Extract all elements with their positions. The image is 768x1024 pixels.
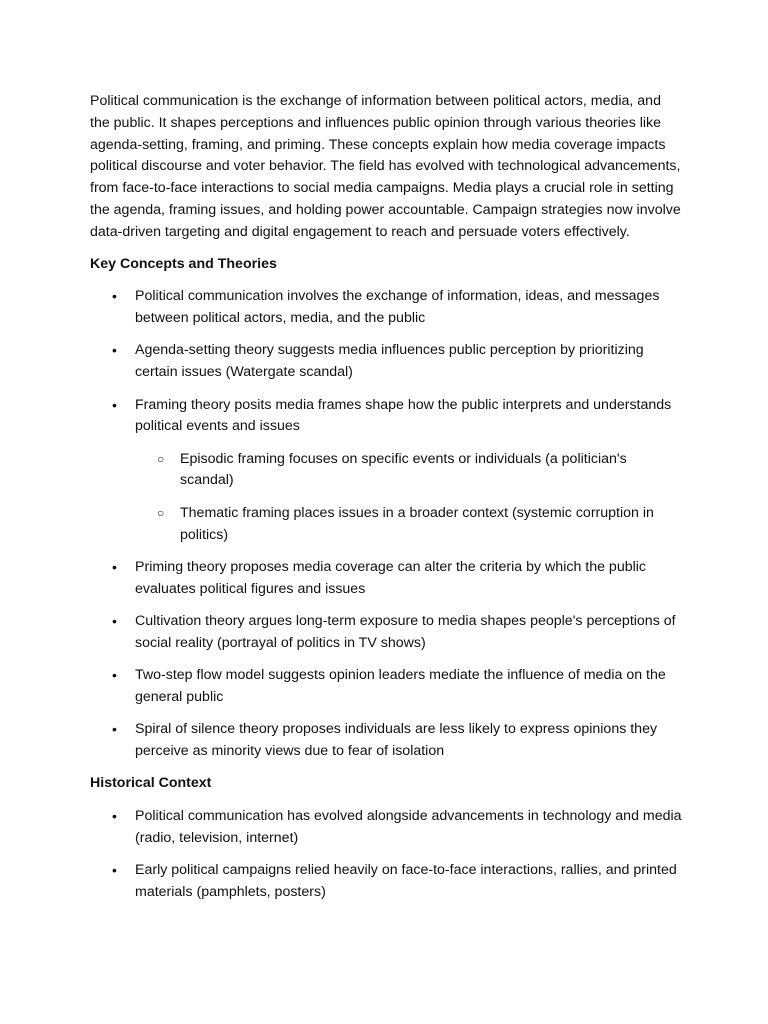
bullet-icon: •	[112, 862, 117, 879]
section-heading-key-concepts: Key Concepts and Theories	[90, 255, 277, 272]
bullet-icon: •	[112, 667, 117, 684]
sub-list-item-text: Episodic framing focuses on specific events or individuals (a politician's scandal)	[180, 450, 627, 489]
list-item	[90, 719, 682, 763]
list-item-text: Cultivation theory argues long-term exposure to media shapes people's perceptions of social reality (portrayal of politics in TV shows)	[135, 612, 676, 651]
bullet-icon: •	[112, 612, 117, 629]
list-item	[90, 557, 682, 601]
bullet-icon: •	[112, 558, 117, 575]
list-item	[90, 611, 682, 655]
bullet-icon: •	[112, 288, 117, 305]
list-item-text: Framing theory posits media frames shape how the public interprets and understands political events and issues	[135, 396, 672, 435]
list-item-text: Early political campaigns relied heavily on face-to-face interactions, rallies, and printed materials (pamphlets, posters)	[135, 862, 677, 900]
list-item	[90, 665, 682, 709]
list-item-text: Spiral of silence theory proposes individuals are less likely to express opinions they perceive as minority views due to fear of isolation	[135, 721, 658, 759]
bullet-icon: •	[112, 721, 117, 738]
sub-list-item	[135, 449, 682, 493]
list-item-text: Political communication has evolved alongside advancements in technology and media (radio, television, internet)	[135, 808, 682, 846]
list-item	[90, 286, 682, 330]
bullet-icon: •	[112, 342, 117, 359]
bullet-icon: •	[112, 396, 117, 413]
bullet-icon: •	[112, 808, 117, 825]
list-item-text: Agenda-setting theory suggests media influences public perception by prioritizing certain issues (Watergate scandal)	[135, 342, 644, 381]
list-item-text: Priming theory proposes media coverage can alter the criteria by which the public evaluates political figures and issues	[135, 558, 647, 597]
list-item-text: Two-step flow model suggests opinion leaders mediate the influence of media on the general public	[135, 667, 666, 705]
list-item-text: Political communication involves the exchange of information, ideas, and messages between political actors, media, and the public	[135, 288, 660, 327]
document-page	[90, 91, 682, 914]
list-item	[90, 806, 682, 850]
sub-list-item-text: Thematic framing places issues in a broader context (systemic corruption in politics)	[180, 504, 654, 543]
framing-sublist	[135, 449, 682, 547]
intro-paragraph: Political communication is the exchange of information between political actors, media, and the public. It shapes perceptions and influences public opinion through various theories like agenda-setting, framing, and priming. These concepts explain how media coverage impacts political discourse and voter behavior. The field has evolved with technological advancements, from face-to-face interactions to social media campaigns. Media plays a crucial role in setting the agenda, framing issues, and holding power accountable. Campaign strategies now involve data-driven targeting and digital engagement to reach and persuade voters effectively.	[90, 93, 681, 240]
list-item	[90, 860, 682, 904]
list-item	[90, 395, 682, 547]
section-heading-historical: Historical Context	[90, 775, 212, 792]
circle-bullet-icon: ○	[157, 451, 165, 466]
list-item	[90, 340, 682, 384]
historical-list	[90, 806, 682, 904]
key-concepts-list	[90, 286, 682, 762]
circle-bullet-icon: ○	[157, 505, 165, 520]
sub-list-item	[135, 503, 682, 547]
